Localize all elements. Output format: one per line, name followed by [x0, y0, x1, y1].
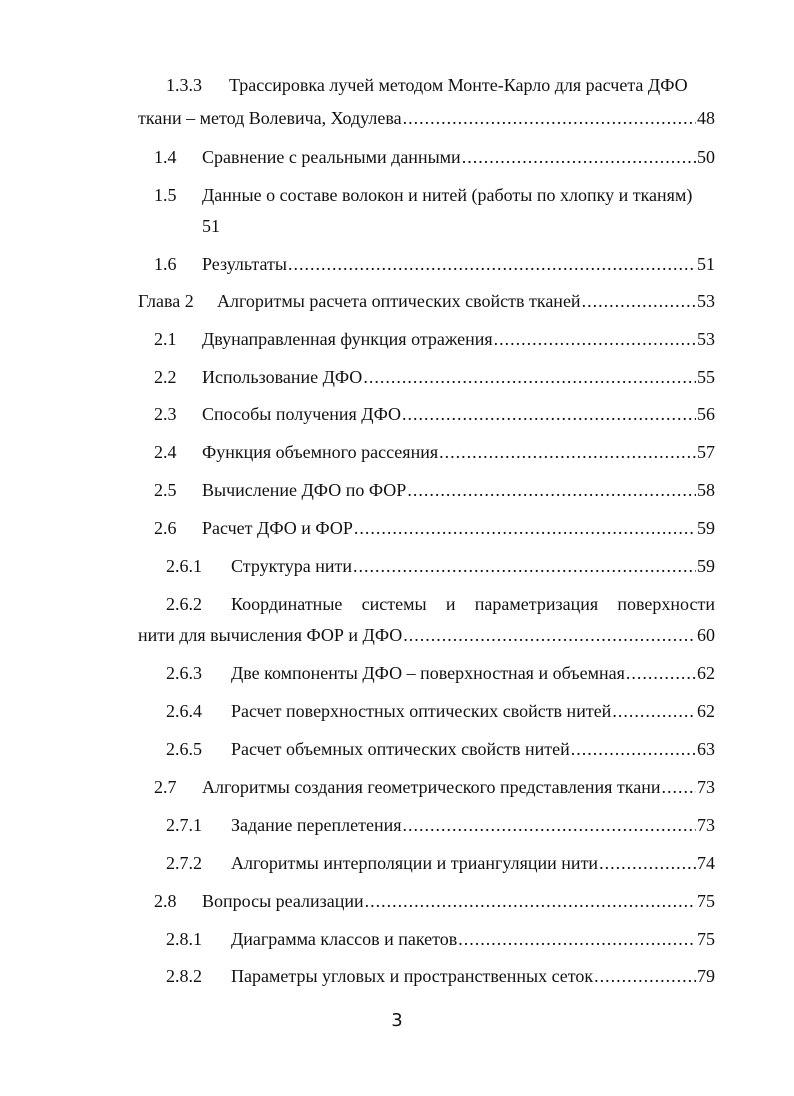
toc-entry-num: 2.6: [154, 518, 177, 538]
toc-entry-num: 2.8.1: [166, 929, 202, 949]
toc-entry-title: ткани – метод Волевича, Ходулева: [138, 108, 402, 128]
dot-leader: [365, 890, 696, 912]
toc-entry-2-3: [202, 403, 715, 425]
dot-leader: [462, 146, 696, 168]
toc-entry-2-7-1: [231, 814, 715, 836]
toc-entry-num: 1.5: [154, 185, 177, 205]
dot-leader: [582, 290, 696, 312]
toc-entry-title: Вычисление ДФО по ФОР: [202, 480, 407, 500]
toc-entry-num: 2.5: [154, 480, 177, 500]
dot-leader: [288, 253, 696, 275]
dot-leader: [594, 965, 696, 987]
toc-entry-num: 2.7.2: [166, 853, 202, 873]
dot-leader: [439, 441, 696, 463]
dot-leader: [353, 555, 696, 577]
toc-entry-num: 2.8: [154, 891, 177, 911]
toc-entry-1-3-3-title: Трассировка лучей методом Монте-Карло для расчета ДФО: [229, 75, 688, 95]
toc-entry-title: Использование ДФО: [202, 367, 363, 387]
toc-entry-2-8-1: [231, 928, 715, 950]
toc-chapter-num: Глава 2: [138, 291, 194, 311]
toc-entry-page: 62: [697, 701, 715, 721]
toc-entry-title: Алгоритмы интерполяции и триангуляции нити: [231, 853, 599, 873]
toc-entry-title: Расчет ДФО и ФОР: [202, 518, 353, 538]
toc-entry-1-5-page: 51: [202, 216, 220, 236]
toc-entry-page: 59: [697, 518, 715, 538]
dot-leader: [661, 776, 696, 798]
toc-entry-page: 56: [697, 404, 715, 424]
toc-entry-page: 73: [697, 815, 715, 835]
toc-entry-2-7: [202, 776, 715, 798]
toc-entry-title: Вопросы реализации: [202, 891, 364, 911]
toc-entry-num: 2.7: [154, 777, 177, 797]
toc-entry-title: нити для вычисления ФОР и ДФО: [138, 625, 403, 645]
toc-entry-page: 57: [697, 442, 715, 462]
toc-entry-page: 63: [697, 739, 715, 759]
dot-leader: [407, 479, 696, 501]
dot-leader: [571, 738, 696, 760]
toc-entry-2-6-1: [231, 555, 715, 577]
toc-entry-2-6-4: [231, 700, 715, 722]
dot-leader: [599, 852, 696, 874]
toc-entry-title: Алгоритмы расчета оптических свойств тканей: [217, 291, 581, 311]
toc-entry-page: 55: [697, 367, 715, 387]
page-number: 3: [391, 1010, 403, 1031]
toc-entry-title: Структура нити: [231, 556, 353, 576]
toc-entry-2-6-2-title: Координатные системы и параметризация поверхности: [231, 594, 715, 614]
toc-entry-page: 74: [697, 853, 715, 873]
toc-entry-num: 2.7.1: [166, 815, 202, 835]
toc-entry-2-1: [202, 328, 715, 350]
toc-entry-num: 2.8.2: [166, 966, 202, 986]
toc-entry-num: 2.2: [154, 367, 177, 387]
toc-entry-page: 79: [697, 966, 715, 986]
toc-entry-1-5-title: Данные о составе волокон и нитей (работы по хлопку и тканям): [202, 185, 693, 205]
toc-entry-num: 2.6.1: [166, 556, 202, 576]
toc-entry-page: 75: [697, 929, 715, 949]
toc-entry-page: 48: [697, 108, 715, 128]
toc-entry-num: 2.4: [154, 442, 177, 462]
toc-entry-page: 60: [697, 625, 715, 645]
toc-entry-2-6-2-cont: [138, 624, 715, 646]
toc-entry-title: Сравнение с реальными данными: [202, 147, 461, 167]
toc-entry-2-7-2: [231, 852, 715, 874]
toc-entry-2-6: [202, 517, 715, 539]
toc-entry-num: 2.3: [154, 404, 177, 424]
toc-entry-title: Задание переплетения: [231, 815, 402, 835]
toc-entry-title: Двунаправленная функция отражения: [202, 329, 493, 349]
toc-entry-2-4: [202, 441, 715, 463]
dot-leader: [403, 814, 696, 836]
toc-entry-title: Две компоненты ДФО – поверхностная и объемная: [231, 663, 625, 683]
dot-leader: [626, 662, 696, 684]
toc-entry-1-6: [202, 253, 715, 275]
dot-leader: [403, 624, 696, 646]
toc-entry-title: Диаграмма классов и пакетов: [231, 929, 458, 949]
toc-entry-page: 53: [697, 329, 715, 349]
toc-entry-2-6-3: [231, 662, 715, 684]
toc-entry-title: Функция объемного рассеяния: [202, 442, 439, 462]
toc-entry-title: Расчет объемных оптических свойств нитей: [231, 739, 570, 759]
toc-entry-num: 2.1: [154, 329, 177, 349]
dot-leader: [402, 403, 696, 425]
toc-entry-2-2: [202, 366, 715, 388]
toc-entry-page: 50: [697, 147, 715, 167]
toc-entry-num: 2.6.3: [166, 663, 202, 683]
toc-entry-num: 1.6: [154, 254, 177, 274]
toc-entry-page: 75: [697, 891, 715, 911]
toc-entry-title: Алгоритмы создания геометрического представления ткани: [202, 777, 661, 797]
toc-entry-page: 62: [697, 663, 715, 683]
toc-entry-2-8: [202, 890, 715, 912]
toc-entry-num: 2.6.4: [166, 701, 202, 721]
toc-entry-title: Способы получения ДФО: [202, 404, 402, 424]
dot-leader: [458, 928, 696, 950]
toc-entry-1-3-3-num: 1.3.3: [166, 75, 202, 95]
toc-entry-page: 59: [697, 556, 715, 576]
dot-leader: [363, 366, 696, 388]
dot-leader: [354, 517, 696, 539]
toc-entry-page: 73: [697, 777, 715, 797]
dot-leader: [403, 107, 696, 129]
toc-entry-num: 1.4: [154, 147, 177, 167]
toc-entry-page: 58: [697, 480, 715, 500]
toc-entry-1-3-3-cont: [138, 107, 715, 129]
toc-entry-1-4: [202, 146, 715, 168]
toc-entry-page: 53: [697, 291, 715, 311]
toc-entry-num: 2.6.2: [166, 594, 202, 614]
toc-entry-title: Расчет поверхностных оптических свойств нитей: [231, 701, 612, 721]
toc-entry-2-5: [202, 479, 715, 501]
toc-entry-num: 2.6.5: [166, 739, 202, 759]
toc-entry-page: 51: [697, 254, 715, 274]
dot-leader: [612, 700, 696, 722]
toc-entry-title: Результаты: [202, 254, 287, 274]
toc-entry-2-8-2: [231, 965, 715, 987]
toc-entry-title: Параметры угловых и пространственных сеток: [231, 966, 594, 986]
toc-entry-2-6-5: [231, 738, 715, 760]
toc-chapter-2: [217, 290, 715, 312]
dot-leader: [494, 328, 696, 350]
